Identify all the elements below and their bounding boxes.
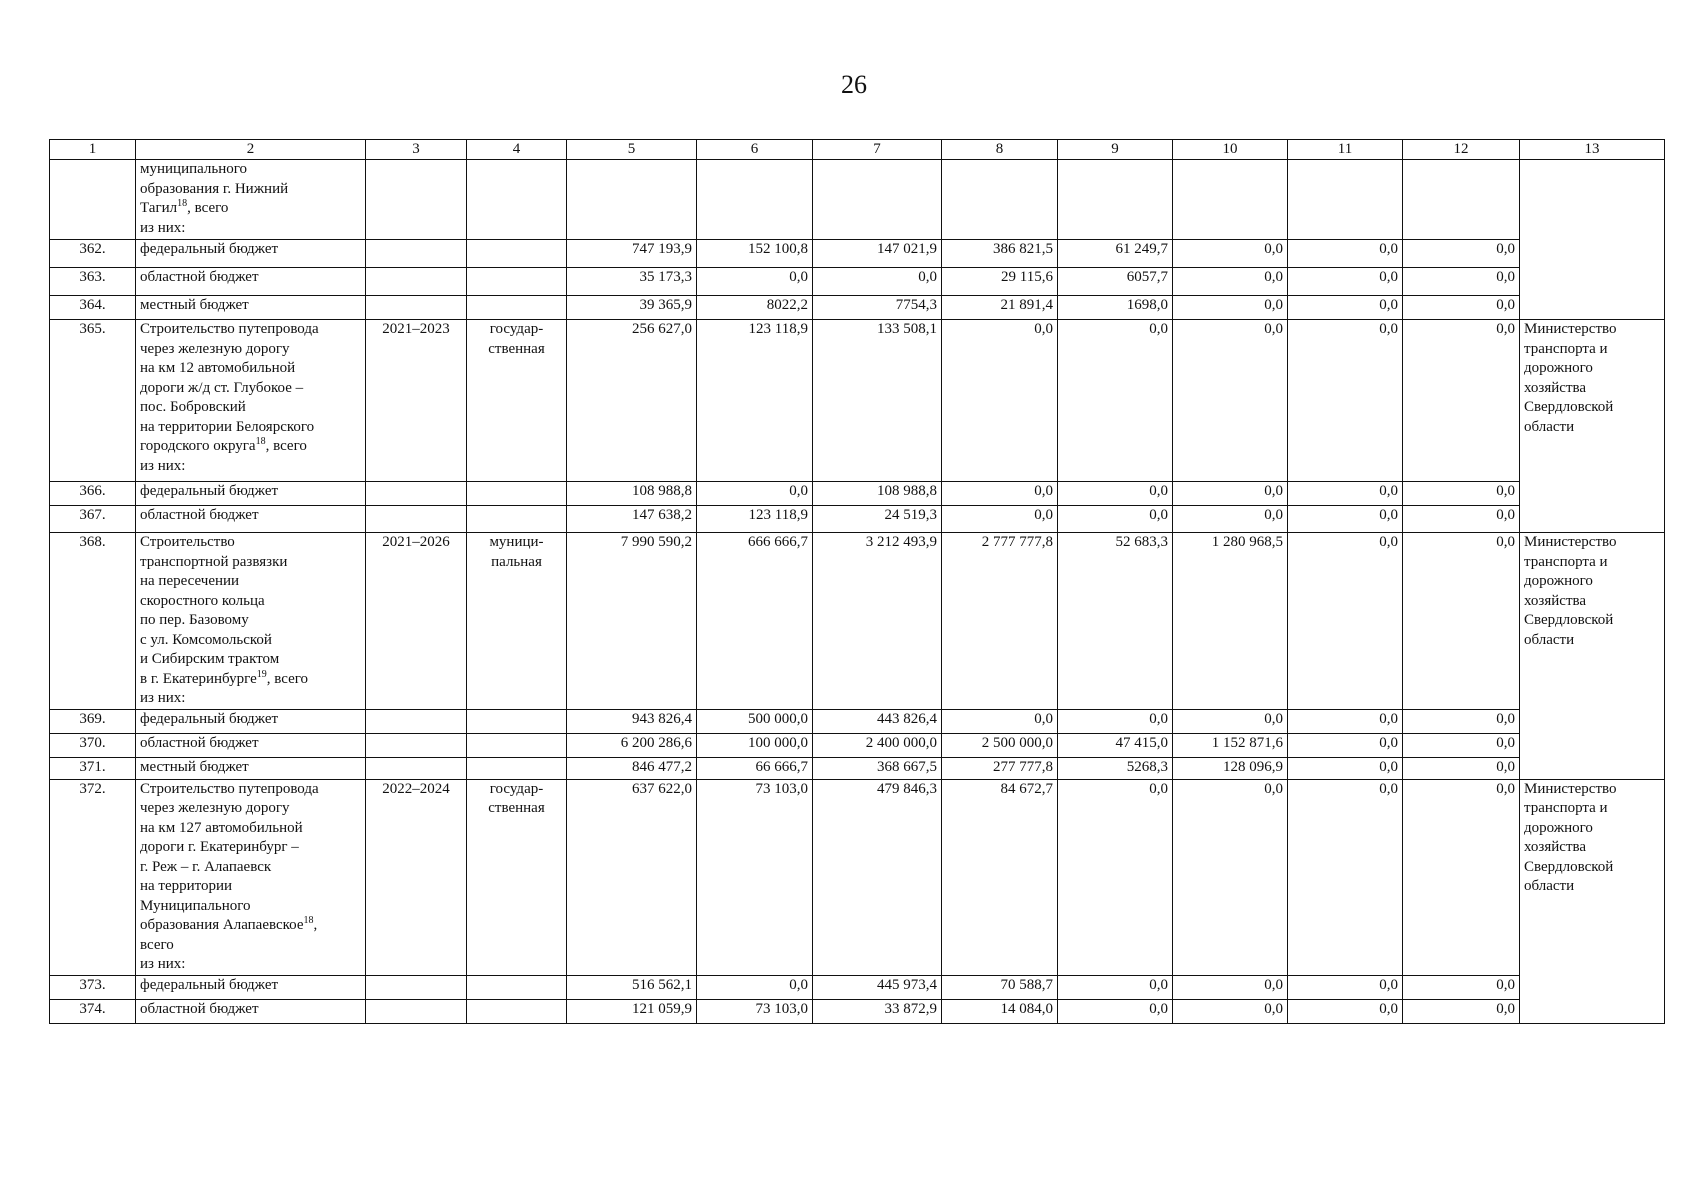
amount-cell: 747 193,9 bbox=[567, 240, 697, 268]
amount-cell: 0,0 bbox=[1288, 733, 1403, 757]
amount-cell bbox=[1288, 160, 1403, 240]
amount-cell: 0,0 bbox=[1403, 240, 1520, 268]
amount-cell: 147 638,2 bbox=[567, 506, 697, 533]
row-number: 364. bbox=[50, 296, 136, 320]
amount-cell: 0,0 bbox=[1288, 482, 1403, 506]
item-name-line: Строительство путепровода bbox=[140, 321, 319, 337]
executor-line: области bbox=[1524, 631, 1575, 648]
amount-cell: 147 021,9 bbox=[813, 240, 942, 268]
executor-line: Свердловской bbox=[1524, 399, 1614, 415]
amount-cell: 14 084,0 bbox=[942, 999, 1058, 1023]
item-name: федеральный бюджет bbox=[136, 709, 366, 733]
amount-cell: 0,0 bbox=[942, 482, 1058, 506]
item-name bbox=[136, 779, 366, 975]
item-name-line: Муниципального bbox=[140, 897, 251, 914]
item-name-line: муниципального bbox=[140, 161, 248, 177]
amount-cell: 0,0 bbox=[1173, 296, 1288, 320]
funding-type bbox=[467, 757, 567, 779]
amount-cell bbox=[697, 160, 813, 240]
amount-cell: 123 118,9 bbox=[697, 320, 813, 482]
executor-line: дорожного bbox=[1524, 819, 1593, 836]
amount-cell: 2 500 000,0 bbox=[942, 733, 1058, 757]
amount-cell: 39 365,9 bbox=[567, 296, 697, 320]
item-name-line bbox=[140, 199, 361, 219]
funding-type bbox=[467, 506, 567, 533]
amount-cell: 0,0 bbox=[1173, 779, 1288, 975]
table-row bbox=[50, 482, 1665, 506]
item-name: областной бюджет bbox=[136, 999, 366, 1023]
amount-cell: 3 212 493,9 bbox=[813, 533, 942, 710]
item-name-line: транспортной развязки bbox=[140, 553, 288, 570]
item-name-line: на пересечении bbox=[140, 573, 240, 589]
budget-table bbox=[49, 139, 1665, 1024]
table-row bbox=[50, 999, 1665, 1023]
executor-line: транспорта и bbox=[1524, 800, 1608, 816]
executor-line: дорожного bbox=[1524, 360, 1593, 376]
item-name bbox=[136, 533, 366, 710]
row-number: 373. bbox=[50, 975, 136, 999]
column-number: 7 bbox=[813, 140, 942, 160]
amount-cell bbox=[1058, 160, 1173, 240]
amount-cell: 0,0 bbox=[1403, 268, 1520, 296]
amount-cell: 0,0 bbox=[1403, 975, 1520, 999]
funding-type bbox=[467, 733, 567, 757]
item-name-line: из них: bbox=[140, 457, 186, 474]
amount-cell: 6 200 286,6 bbox=[567, 733, 697, 757]
amount-cell: 5268,3 bbox=[1058, 757, 1173, 779]
amount-cell: 0,0 bbox=[1058, 709, 1173, 733]
funding-type bbox=[467, 482, 567, 506]
amount-cell: 0,0 bbox=[1058, 975, 1173, 999]
implementation-period bbox=[366, 482, 467, 506]
item-name-line bbox=[140, 916, 361, 936]
implementation-period: 2021–2023 bbox=[366, 320, 467, 482]
amount-cell: 7754,3 bbox=[813, 296, 942, 320]
funding-type bbox=[467, 268, 567, 296]
executor-line: области bbox=[1524, 418, 1575, 435]
item-name: местный бюджет bbox=[136, 296, 366, 320]
table-row bbox=[50, 733, 1665, 757]
column-number: 5 bbox=[567, 140, 697, 160]
amount-cell: 443 826,4 bbox=[813, 709, 942, 733]
row-number: 366. bbox=[50, 482, 136, 506]
amount-cell: 0,0 bbox=[1058, 999, 1173, 1023]
implementation-period bbox=[366, 506, 467, 533]
executor-line: дорожного bbox=[1524, 573, 1593, 589]
item-name-line: на км 127 автомобильной bbox=[140, 819, 303, 836]
column-number: 12 bbox=[1403, 140, 1520, 160]
column-number: 6 bbox=[697, 140, 813, 160]
funding-type bbox=[467, 240, 567, 268]
amount-cell: 0,0 bbox=[1288, 779, 1403, 975]
responsible-executor bbox=[1520, 533, 1665, 780]
amount-cell: 0,0 bbox=[1173, 999, 1288, 1023]
amount-cell: 0,0 bbox=[1288, 296, 1403, 320]
item-name-tail: , всего bbox=[187, 200, 229, 216]
amount-cell: 70 588,7 bbox=[942, 975, 1058, 999]
item-name-line: на территории Белоярского bbox=[140, 418, 315, 435]
amount-cell: 0,0 bbox=[1288, 975, 1403, 999]
footnote-ref: 18 bbox=[255, 436, 266, 447]
item-name-line: из них: bbox=[140, 956, 186, 972]
row-number: 368. bbox=[50, 533, 136, 710]
item-name-line: образования г. Нижний bbox=[140, 180, 289, 197]
footnote-ref: 19 bbox=[256, 668, 267, 680]
amount-cell: 133 508,1 bbox=[813, 320, 942, 482]
page-number: 26 bbox=[841, 70, 867, 99]
amount-cell: 479 846,3 bbox=[813, 779, 942, 975]
table-body bbox=[50, 160, 1665, 1024]
funding-type bbox=[467, 320, 567, 482]
responsible-executor bbox=[1520, 320, 1665, 533]
item-name-line: и Сибирским трактом bbox=[140, 651, 280, 667]
amount-cell: 0,0 bbox=[697, 975, 813, 999]
amount-cell: 1 280 968,5 bbox=[1173, 533, 1288, 710]
item-name-text: в г. Екатеринбурге bbox=[140, 670, 257, 687]
funding-type bbox=[467, 296, 567, 320]
amount-cell: 0,0 bbox=[942, 506, 1058, 533]
amount-cell: 0,0 bbox=[1288, 268, 1403, 296]
amount-cell: 0,0 bbox=[1058, 779, 1173, 975]
table-row bbox=[50, 240, 1665, 268]
amount-cell: 0,0 bbox=[1403, 733, 1520, 757]
amount-cell: 0,0 bbox=[1403, 533, 1520, 710]
item-name-line: через железную дорогу bbox=[140, 340, 290, 357]
item-name-line: по пер. Базовому bbox=[140, 612, 249, 628]
funding-type-line: ственная bbox=[488, 800, 545, 816]
amount-cell: 0,0 bbox=[697, 482, 813, 506]
funding-type-line: государ- bbox=[489, 780, 544, 797]
item-name-line: пос. Бобровский bbox=[140, 399, 246, 415]
amount-cell: 6057,7 bbox=[1058, 268, 1173, 296]
amount-cell: 386 821,5 bbox=[942, 240, 1058, 268]
amount-cell bbox=[567, 160, 697, 240]
amount-cell: 516 562,1 bbox=[567, 975, 697, 999]
funding-type-line: муници- bbox=[489, 534, 544, 550]
executor-line: Министерство bbox=[1524, 321, 1617, 337]
row-number: 363. bbox=[50, 268, 136, 296]
implementation-period bbox=[366, 268, 467, 296]
amount-cell: 0,0 bbox=[942, 320, 1058, 482]
executor-line: Свердловской bbox=[1524, 858, 1614, 875]
amount-cell: 0,0 bbox=[1058, 506, 1173, 533]
implementation-period bbox=[366, 296, 467, 320]
amount-cell: 0,0 bbox=[1173, 240, 1288, 268]
amount-cell: 0,0 bbox=[1288, 709, 1403, 733]
item-name-line: Строительство путепровода bbox=[140, 780, 319, 797]
column-number: 11 bbox=[1288, 140, 1403, 160]
item-name-tail: , всего bbox=[266, 670, 309, 687]
item-name bbox=[136, 320, 366, 482]
executor-line: хозяйства bbox=[1524, 839, 1587, 855]
implementation-period: 2021–2026 bbox=[366, 533, 467, 710]
table-row bbox=[50, 533, 1665, 710]
row-number: 367. bbox=[50, 506, 136, 533]
item-name-line: дороги ж/д ст. Глубокое – bbox=[140, 379, 304, 396]
amount-cell: 8022,2 bbox=[697, 296, 813, 320]
implementation-period bbox=[366, 240, 467, 268]
column-number: 8 bbox=[942, 140, 1058, 160]
amount-cell: 152 100,8 bbox=[697, 240, 813, 268]
table-row bbox=[50, 757, 1665, 779]
row-number bbox=[50, 160, 136, 240]
amount-cell: 0,0 bbox=[1288, 533, 1403, 710]
amount-cell: 66 666,7 bbox=[697, 757, 813, 779]
implementation-period bbox=[366, 709, 467, 733]
funding-type bbox=[467, 999, 567, 1023]
table-row bbox=[50, 296, 1665, 320]
amount-cell: 108 988,8 bbox=[813, 482, 942, 506]
amount-cell: 0,0 bbox=[1403, 506, 1520, 533]
amount-cell: 0,0 bbox=[697, 268, 813, 296]
amount-cell: 846 477,2 bbox=[567, 757, 697, 779]
amount-cell bbox=[942, 160, 1058, 240]
amount-cell: 637 622,0 bbox=[567, 779, 697, 975]
implementation-period bbox=[366, 733, 467, 757]
amount-cell: 0,0 bbox=[1288, 999, 1403, 1023]
funding-type-line: пальная bbox=[491, 553, 542, 570]
amount-cell: 500 000,0 bbox=[697, 709, 813, 733]
amount-cell: 0,0 bbox=[1288, 757, 1403, 779]
amount-cell: 108 988,8 bbox=[567, 482, 697, 506]
item-name-line bbox=[140, 670, 361, 690]
amount-cell: 100 000,0 bbox=[697, 733, 813, 757]
executor-line: транспорта и bbox=[1524, 553, 1608, 570]
amount-cell: 73 103,0 bbox=[697, 999, 813, 1023]
item-name: областной бюджет bbox=[136, 506, 366, 533]
item-name-line: из них: bbox=[140, 690, 186, 706]
table-row bbox=[50, 506, 1665, 533]
item-name-line: дороги г. Екатеринбург – bbox=[140, 839, 299, 855]
column-number: 9 bbox=[1058, 140, 1173, 160]
item-name-line: скоростного кольца bbox=[140, 592, 265, 609]
responsible-executor bbox=[1520, 160, 1665, 320]
item-name-line: на км 12 автомобильной bbox=[140, 360, 296, 376]
amount-cell: 47 415,0 bbox=[1058, 733, 1173, 757]
item-name-text: городского округа bbox=[140, 438, 256, 454]
amount-cell bbox=[1403, 160, 1520, 240]
amount-cell: 0,0 bbox=[1288, 506, 1403, 533]
executor-line: области bbox=[1524, 878, 1575, 894]
amount-cell: 29 115,6 bbox=[942, 268, 1058, 296]
table-row bbox=[50, 160, 1665, 240]
amount-cell: 0,0 bbox=[1403, 320, 1520, 482]
amount-cell: 0,0 bbox=[1173, 975, 1288, 999]
amount-cell: 445 973,4 bbox=[813, 975, 942, 999]
table-row bbox=[50, 320, 1665, 482]
row-number: 372. bbox=[50, 779, 136, 975]
footnote-ref: 18 bbox=[177, 198, 188, 209]
amount-cell: 256 627,0 bbox=[567, 320, 697, 482]
amount-cell: 33 872,9 bbox=[813, 999, 942, 1023]
item-name-line bbox=[140, 437, 361, 457]
amount-cell: 0,0 bbox=[1173, 320, 1288, 482]
column-number: 3 bbox=[366, 140, 467, 160]
item-name-text: Тагил bbox=[140, 200, 178, 216]
funding-type-line: государ- bbox=[489, 321, 544, 337]
amount-cell: 943 826,4 bbox=[567, 709, 697, 733]
funding-type bbox=[467, 779, 567, 975]
amount-cell: 1698,0 bbox=[1058, 296, 1173, 320]
amount-cell: 123 118,9 bbox=[697, 506, 813, 533]
amount-cell: 368 667,5 bbox=[813, 757, 942, 779]
amount-cell: 0,0 bbox=[813, 268, 942, 296]
funding-type bbox=[467, 709, 567, 733]
item-name-line: Строительство bbox=[140, 534, 235, 550]
amount-cell: 0,0 bbox=[942, 709, 1058, 733]
amount-cell: 1 152 871,6 bbox=[1173, 733, 1288, 757]
item-name-line: с ул. Комсомольской bbox=[140, 631, 272, 648]
amount-cell: 121 059,9 bbox=[567, 999, 697, 1023]
amount-cell: 0,0 bbox=[1288, 320, 1403, 482]
column-number: 13 bbox=[1520, 140, 1665, 160]
implementation-period bbox=[366, 999, 467, 1023]
table-row bbox=[50, 779, 1665, 975]
amount-cell: 7 990 590,2 bbox=[567, 533, 697, 710]
item-name: областной бюджет bbox=[136, 268, 366, 296]
item-name-line: на территории bbox=[140, 878, 233, 894]
executor-line: Свердловской bbox=[1524, 612, 1614, 628]
table-row bbox=[50, 709, 1665, 733]
implementation-period bbox=[366, 757, 467, 779]
amount-cell: 0,0 bbox=[1173, 506, 1288, 533]
amount-cell: 0,0 bbox=[1403, 296, 1520, 320]
amount-cell: 666 666,7 bbox=[697, 533, 813, 710]
row-number: 362. bbox=[50, 240, 136, 268]
row-number: 365. bbox=[50, 320, 136, 482]
column-number: 10 bbox=[1173, 140, 1288, 160]
item-name: федеральный бюджет bbox=[136, 482, 366, 506]
responsible-executor bbox=[1520, 779, 1665, 1023]
row-number: 371. bbox=[50, 757, 136, 779]
amount-cell: 73 103,0 bbox=[697, 779, 813, 975]
amount-cell: 277 777,8 bbox=[942, 757, 1058, 779]
item-name-line: г. Реж – г. Алапаевск bbox=[140, 858, 272, 875]
amount-cell: 84 672,7 bbox=[942, 779, 1058, 975]
amount-cell: 21 891,4 bbox=[942, 296, 1058, 320]
executor-line: хозяйства bbox=[1524, 379, 1587, 396]
implementation-period bbox=[366, 975, 467, 999]
amount-cell: 0,0 bbox=[1403, 999, 1520, 1023]
column-number-row bbox=[50, 140, 1665, 160]
implementation-period: 2022–2024 bbox=[366, 779, 467, 975]
table-row bbox=[50, 975, 1665, 999]
footnote-ref: 18 bbox=[303, 915, 314, 926]
executor-line: хозяйства bbox=[1524, 592, 1587, 609]
amount-cell: 35 173,3 bbox=[567, 268, 697, 296]
amount-cell: 2 777 777,8 bbox=[942, 533, 1058, 710]
funding-type bbox=[467, 533, 567, 710]
item-name: местный бюджет bbox=[136, 757, 366, 779]
column-number: 4 bbox=[467, 140, 567, 160]
executor-line: Министерство bbox=[1524, 780, 1617, 797]
item-name: федеральный бюджет bbox=[136, 240, 366, 268]
amount-cell: 0,0 bbox=[1173, 482, 1288, 506]
item-name: областной бюджет bbox=[136, 733, 366, 757]
column-number: 1 bbox=[50, 140, 136, 160]
amount-cell: 0,0 bbox=[1403, 779, 1520, 975]
amount-cell: 0,0 bbox=[1403, 482, 1520, 506]
amount-cell: 0,0 bbox=[1173, 268, 1288, 296]
amount-cell: 0,0 bbox=[1058, 482, 1173, 506]
table-row bbox=[50, 268, 1665, 296]
amount-cell: 128 096,9 bbox=[1173, 757, 1288, 779]
item-name-line: из них: bbox=[140, 219, 186, 236]
implementation-period bbox=[366, 160, 467, 240]
funding-type bbox=[467, 160, 567, 240]
amount-cell: 61 249,7 bbox=[1058, 240, 1173, 268]
item-name: федеральный бюджет bbox=[136, 975, 366, 999]
amount-cell bbox=[1173, 160, 1288, 240]
amount-cell: 2 400 000,0 bbox=[813, 733, 942, 757]
amount-cell: 0,0 bbox=[1403, 709, 1520, 733]
executor-line: транспорта и bbox=[1524, 340, 1608, 357]
amount-cell: 24 519,3 bbox=[813, 506, 942, 533]
amount-cell: 0,0 bbox=[1403, 757, 1520, 779]
amount-cell: 0,0 bbox=[1058, 320, 1173, 482]
amount-cell: 52 683,3 bbox=[1058, 533, 1173, 710]
funding-type bbox=[467, 975, 567, 999]
column-number: 2 bbox=[136, 140, 366, 160]
row-number: 369. bbox=[50, 709, 136, 733]
amount-cell: 0,0 bbox=[1288, 240, 1403, 268]
item-name-tail: , всего bbox=[265, 438, 307, 454]
amount-cell bbox=[813, 160, 942, 240]
funding-type-line: ственная bbox=[488, 340, 545, 357]
item-name-line: всего bbox=[140, 936, 174, 953]
item-name-tail: , bbox=[313, 917, 318, 933]
amount-cell: 0,0 bbox=[1173, 709, 1288, 733]
item-name-text: образования Алапаевское bbox=[140, 917, 304, 933]
row-number: 374. bbox=[50, 999, 136, 1023]
executor-line: Министерство bbox=[1524, 534, 1617, 550]
row-number: 370. bbox=[50, 733, 136, 757]
item-name-line: через железную дорогу bbox=[140, 800, 290, 816]
item-name bbox=[136, 160, 366, 240]
